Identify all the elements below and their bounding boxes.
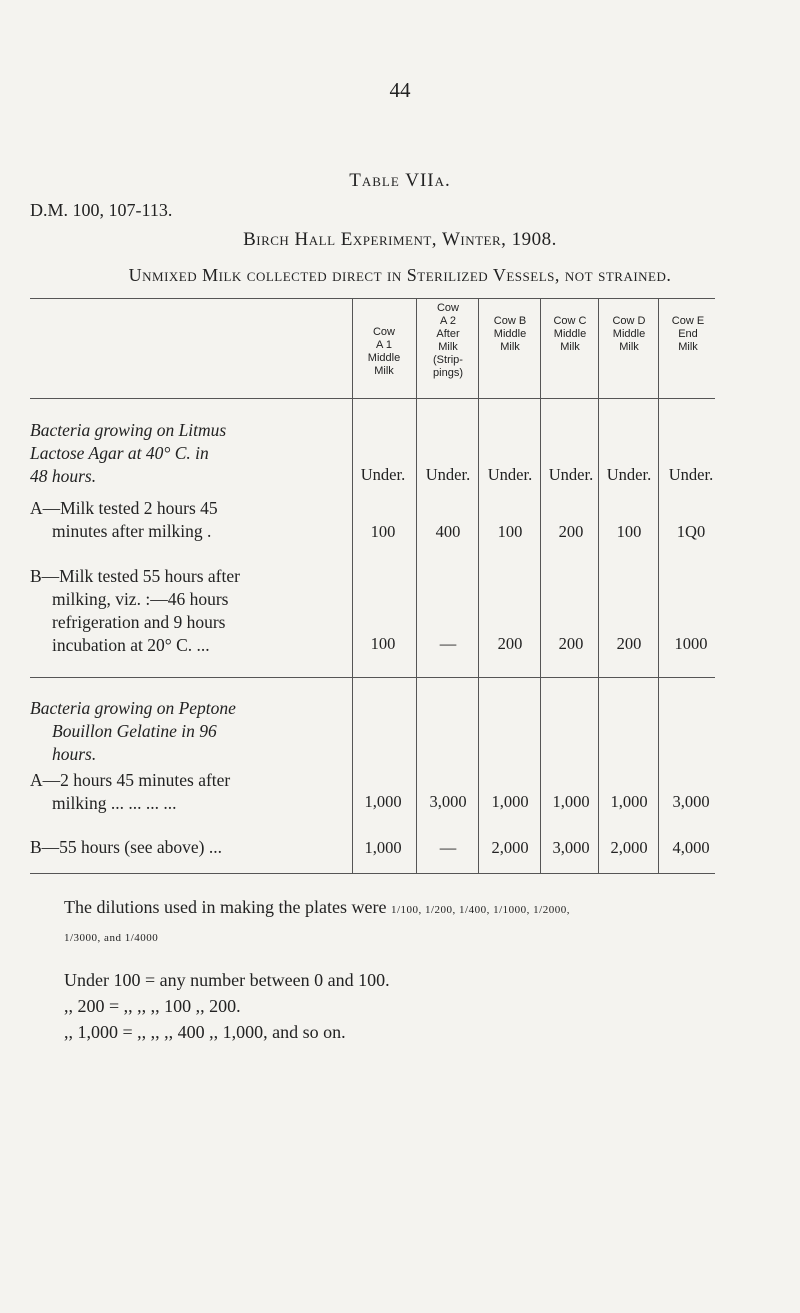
dilution-footnote: [30, 895, 570, 951]
section1-row-b-cow-e: 1000: [674, 634, 708, 653]
section2-row-b-cow-a2: —: [439, 838, 457, 857]
section2-row-b-label: B—55 hours (see above) ...: [30, 837, 222, 857]
column-rule: [598, 298, 599, 873]
section2-row-a-cow-a2: 3,000: [429, 792, 467, 811]
section2-row-a-cow-d: 1,000: [610, 792, 648, 811]
footnote-fractions-end: 1/3000, and 1/4000: [64, 932, 159, 944]
section2-row-b-cow-b: 2,000: [491, 838, 529, 857]
section1-under-cow-d: Under.: [606, 465, 652, 484]
header-bottom-rule: [30, 398, 715, 399]
section1-under-cow-b: Under.: [487, 465, 533, 484]
footnote-fractions: 1/100, 1/200, 1/400, 1/1000, 1/2000,: [390, 904, 570, 916]
section1-under-cow-c: Under.: [548, 465, 594, 484]
section2-row-b-cow-c: 3,000: [552, 838, 590, 857]
column-header-cow-c: Cow C Middle Milk: [553, 315, 587, 353]
section1-row-b-cow-d: 200: [616, 634, 642, 653]
column-header-cow-a1: Cow A 1 Middle Milk: [367, 326, 401, 377]
page-number: 44: [389, 78, 411, 102]
section2-row-a-cow-b: 1,000: [491, 792, 529, 811]
column-rule: [478, 298, 479, 873]
section2-heading: Bacteria growing on Peptone Bouillon Gelatine in 96 hours.: [30, 698, 236, 764]
section2-row-b-cow-d: 2,000: [610, 838, 648, 857]
section1-row-a-cow-e: 1Q0: [676, 522, 706, 541]
table-title: Table VIIa.: [349, 170, 451, 191]
section1-row-a-cow-c: 200: [558, 522, 584, 541]
section2-row-b-cow-e: 4,000: [672, 838, 710, 857]
section1-row-b-label: B—Milk tested 55 hours after milking, viz. :—46 hours refrigeration and 9 hours incubation at 20° C. ...: [30, 566, 240, 655]
column-header-cow-d: Cow D Middle Milk: [612, 315, 646, 353]
experiment-title: Birch Hall Experiment, Winter, 1908.: [243, 229, 557, 250]
legend-line-200: ,, 200 = ,, ,, ,, 100 ,, 200.: [64, 996, 241, 1016]
section1-row-b-cow-b: 200: [497, 634, 523, 653]
section1-row-a-label: A—Milk tested 2 hours 45 minutes after milking .: [30, 498, 218, 541]
table-bottom-rule: [30, 873, 715, 874]
legend-line-1000: ,, 1,000 = ,, ,, ,, 400 ,, 1,000, and so on.: [64, 1022, 346, 1042]
column-header-cow-a2: Cow A 2 After Milk (Strip- pings): [433, 302, 463, 379]
section-divider-rule: [30, 677, 715, 678]
footnote-text: The dilutions used in making the plates were: [64, 897, 387, 917]
section1-row-a-cow-b: 100: [497, 522, 523, 541]
section1-row-b-cow-a2: —: [439, 634, 457, 653]
section2-row-a-cow-c: 1,000: [552, 792, 590, 811]
column-header-cow-e: Cow E End Milk: [671, 315, 705, 353]
column-rule: [416, 298, 417, 873]
section2-row-b-cow-a1: 1,000: [364, 838, 402, 857]
column-header-cow-b: Cow B Middle Milk: [493, 315, 527, 353]
section1-row-a-cow-d: 100: [616, 522, 642, 541]
section1-heading: Bacteria growing on Litmus Lactose Agar at 40° C. in 48 hours.: [30, 420, 227, 486]
section1-under-cow-e: Under.: [668, 465, 714, 484]
dm-reference: D.M. 100, 107-113.: [30, 200, 173, 220]
section1-row-b-cow-a1: 100: [370, 634, 396, 653]
section2-row-a-cow-a1: 1,000: [364, 792, 402, 811]
column-rule: [540, 298, 541, 873]
section1-under-cow-a1: Under.: [360, 465, 406, 484]
section1-row-a-cow-a1: 100: [370, 522, 396, 541]
section1-under-cow-a2: Under.: [425, 465, 471, 484]
legend-line-100: Under 100 = any number between 0 and 100.: [64, 970, 390, 990]
section1-row-a-cow-a2: 400: [435, 522, 461, 541]
section2-row-a-cow-e: 3,000: [672, 792, 710, 811]
section1-row-b-cow-c: 200: [558, 634, 584, 653]
milk-description: Unmixed Milk collected direct in Sterilized Vessels, not strained.: [128, 265, 672, 285]
table-top-rule: [30, 298, 715, 299]
column-rule: [658, 298, 659, 873]
section2-row-a-label: A—2 hours 45 minutes after milking ... ... ... ...: [30, 770, 231, 813]
